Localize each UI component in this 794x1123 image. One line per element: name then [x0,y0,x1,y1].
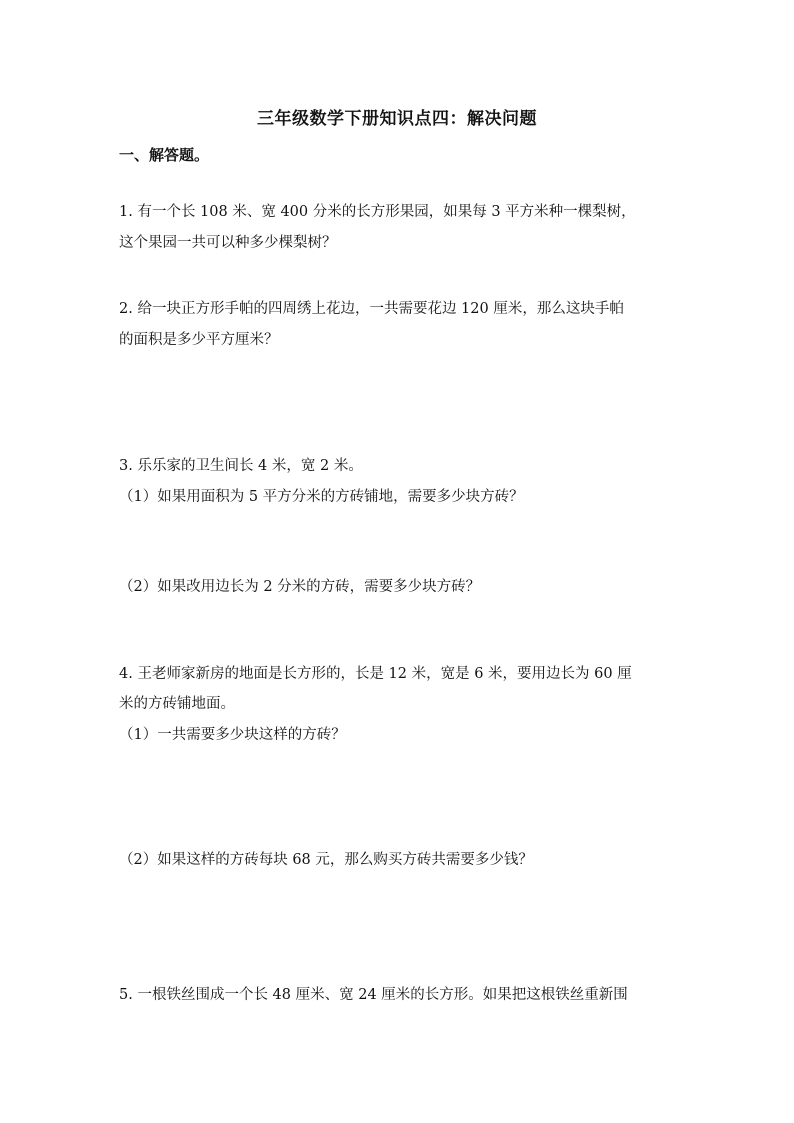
question-3-stem: 3. 乐乐家的卫生间长 4 米，宽 2 米。 [119,458,363,474]
question-4-part-2: （2）如果这样的方砖每块 68 元，那么购买方砖共需要多少钱？ [119,852,533,868]
question-2-line-1: 2. 给一块正方形手帕的四周绣上花边，一共需要花边 120 厘米，那么这块手帕 [119,301,624,317]
question-1-line-1: 1. 有一个长 108 米、宽 400 分米的长方形果园，如果每 3 平方米种一棵梨树， [119,204,636,220]
page-title: 三年级数学下册知识点四：解决问题 [257,109,537,129]
question-4-part-1: （1）一共需要多少块这样的方砖？ [119,727,346,743]
question-1-line-2: 这个果园一共可以种多少棵梨树？ [119,235,337,251]
question-5-line-1: 5. 一根铁丝围成一个长 48 厘米、宽 24 厘米的长方形。如果把这根铁丝重新围 [119,987,628,1003]
question-2-line-2: 的面积是多少平方厘米？ [119,332,279,348]
question-3-part-2: （2）如果改用边长为 2 分米的方砖，需要多少块方砖？ [119,579,481,595]
section-heading: 一、解答题。 [119,146,210,164]
question-4-line-1: 4. 王老师家新房的地面是长方形的，长是 12 米，宽是 6 米，要用边长为 60 厘 [119,666,632,682]
question-3-part-1: （1）如果用面积为 5 平方分米的方砖铺地，需要多少块方砖？ [119,489,524,505]
question-4-line-2: 米的方砖铺地面。 [119,696,235,712]
